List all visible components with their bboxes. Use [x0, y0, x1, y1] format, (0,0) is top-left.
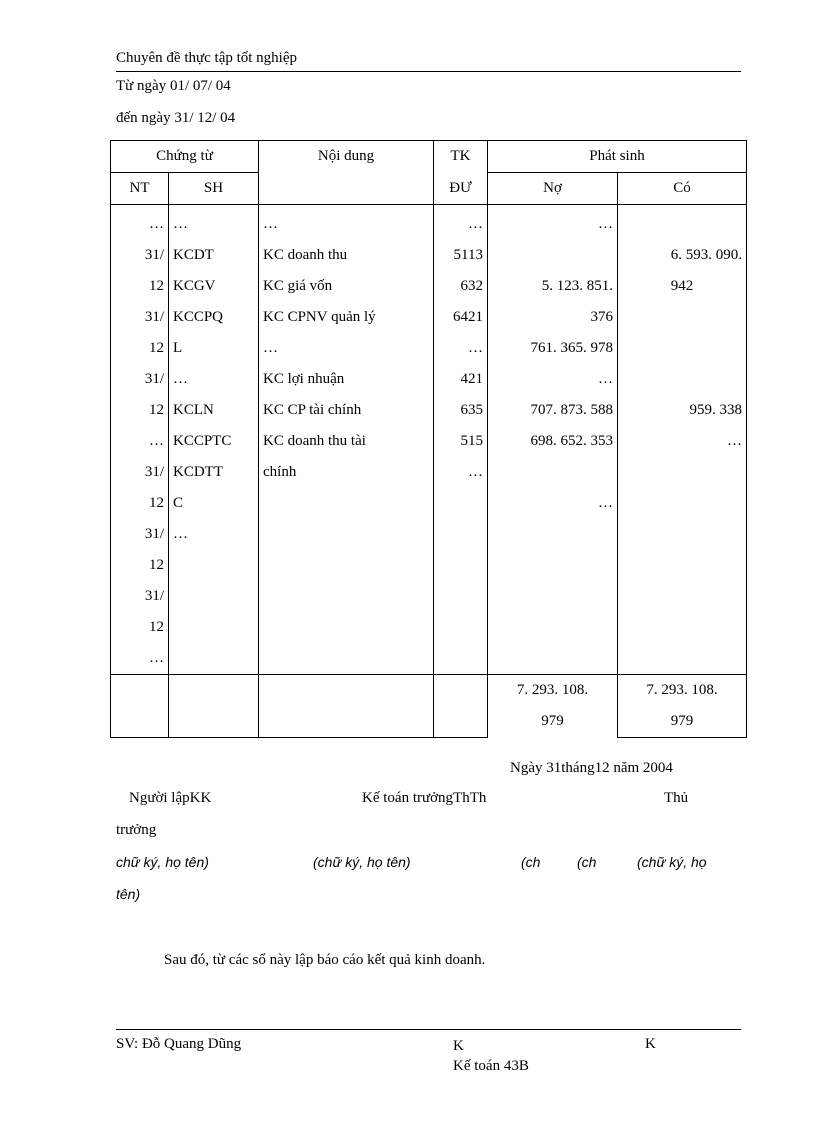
date-to: đến ngày 31/ 12/ 04	[116, 110, 236, 126]
cell-acct	[434, 550, 488, 581]
table-row	[111, 612, 747, 643]
cell-debit	[488, 612, 618, 643]
body-note: Sau đó, từ các sổ này lập báo cáo kết quả kinh doanh.	[164, 952, 486, 968]
cell-nt: 31/	[111, 302, 169, 333]
cell-content: KC CPNV quản lý	[259, 302, 434, 333]
cell-debit	[488, 240, 618, 271]
cell-sh: …	[169, 205, 259, 241]
cell-credit	[618, 364, 747, 395]
cell-debit	[488, 643, 618, 675]
cell-debit: 376	[488, 302, 618, 333]
cell-nt: 31/	[111, 581, 169, 612]
table-row	[111, 302, 747, 333]
cell-sh	[169, 550, 259, 581]
cell-sh: KCDT	[169, 240, 259, 271]
cell-debit: 707. 873. 588	[488, 395, 618, 426]
cell-acct: …	[434, 205, 488, 241]
cell-sh: KCCPTC	[169, 426, 259, 457]
cell-content: KC giá vốn	[259, 271, 434, 302]
cell-credit: …	[618, 426, 747, 457]
table-row	[111, 364, 747, 395]
signature-hint-3b: (ch	[577, 854, 597, 870]
cell-nt: 12	[111, 395, 169, 426]
cell-sh	[169, 581, 259, 612]
cell-acct: 515	[434, 426, 488, 457]
cell-debit: 698. 652. 353	[488, 426, 618, 457]
cell-nt: 12	[111, 550, 169, 581]
total-credit-line1: 7. 293. 108.	[618, 675, 747, 707]
cell-sh	[169, 643, 259, 675]
cell-credit	[618, 581, 747, 612]
table-header-row	[111, 141, 747, 173]
cell-debit	[488, 457, 618, 488]
total-row	[111, 675, 747, 707]
total-row-cont	[111, 706, 747, 738]
cell-sh: L	[169, 333, 259, 364]
cell-content	[259, 550, 434, 581]
cell-credit	[618, 488, 747, 519]
footer-middle	[453, 1036, 529, 1076]
header-account-bottom: ĐƯ	[434, 173, 488, 205]
cell-debit	[488, 581, 618, 612]
cell-debit: …	[488, 364, 618, 395]
cell-acct: 5113	[434, 240, 488, 271]
signature-hint-3a: (ch	[521, 854, 541, 870]
cell-content: KC lợi nhuận	[259, 364, 434, 395]
table-row	[111, 333, 747, 364]
cell-credit: 6. 593. 090.	[618, 240, 747, 271]
cell-nt: …	[111, 205, 169, 241]
table-subheader-row	[111, 173, 747, 205]
cell-nt: 12	[111, 612, 169, 643]
total-blank	[259, 675, 434, 707]
header-account-top: TK	[434, 141, 488, 173]
footer-divider	[116, 1029, 741, 1030]
total-blank	[434, 706, 488, 738]
cell-content: KC doanh thu tài	[259, 426, 434, 457]
cell-debit: …	[488, 488, 618, 519]
cell-content	[259, 488, 434, 519]
cell-acct: 632	[434, 271, 488, 302]
cell-acct: 635	[434, 395, 488, 426]
total-blank	[111, 675, 169, 707]
table-row	[111, 426, 747, 457]
cell-debit: 5. 123. 851.	[488, 271, 618, 302]
cell-nt: 31/	[111, 457, 169, 488]
cell-credit: 959. 338	[618, 395, 747, 426]
header-voucher-group: Chứng từ	[111, 141, 259, 173]
signature-hint-2: (chữ ký, họ tên)	[313, 854, 411, 870]
cell-credit	[618, 457, 747, 488]
head-label: Thủ	[664, 790, 689, 806]
cell-content	[259, 612, 434, 643]
cell-credit	[618, 643, 747, 675]
cell-credit	[618, 519, 747, 550]
cell-debit	[488, 550, 618, 581]
cell-nt: 12	[111, 333, 169, 364]
cell-content: KC doanh thu	[259, 240, 434, 271]
table-row	[111, 205, 747, 241]
cell-acct	[434, 612, 488, 643]
cell-acct	[434, 643, 488, 675]
total-credit-line2: 979	[618, 706, 747, 738]
header-content: Nội dung	[259, 141, 434, 173]
cell-sh: C	[169, 488, 259, 519]
cell-nt: …	[111, 426, 169, 457]
cell-content: …	[259, 205, 434, 241]
cell-credit	[618, 302, 747, 333]
table-row	[111, 550, 747, 581]
cell-sh: …	[169, 519, 259, 550]
table-row	[111, 643, 747, 675]
cell-acct	[434, 488, 488, 519]
date-from: Từ ngày 01/ 07/ 04	[116, 78, 231, 94]
cell-sh: …	[169, 364, 259, 395]
cell-debit: 761. 365. 978	[488, 333, 618, 364]
signature-hint-4-cont: tên)	[116, 886, 141, 902]
table-row	[111, 519, 747, 550]
cell-content: chính	[259, 457, 434, 488]
ledger-table	[110, 140, 747, 738]
cell-acct: …	[434, 457, 488, 488]
footer-middle-top: K	[453, 1038, 464, 1054]
cell-content	[259, 519, 434, 550]
cell-acct	[434, 581, 488, 612]
total-debit-line2: 979	[488, 706, 618, 738]
table-row	[111, 271, 747, 302]
total-debit-line1: 7. 293. 108.	[488, 675, 618, 707]
header-nt: NT	[111, 173, 169, 205]
cell-sh: KCGV	[169, 271, 259, 302]
footer-student: SV: Đỗ Quang Dũng	[116, 1036, 242, 1052]
header-divider	[116, 71, 741, 72]
cell-sh: KCCPQ	[169, 302, 259, 333]
ledger-body	[111, 205, 747, 675]
chief-accountant-label: Kế toán trưởngThTh	[362, 790, 487, 806]
cell-debit	[488, 519, 618, 550]
cell-sh	[169, 612, 259, 643]
cell-credit	[618, 333, 747, 364]
cell-credit	[618, 612, 747, 643]
cell-content	[259, 581, 434, 612]
total-blank	[169, 675, 259, 707]
cell-acct: 421	[434, 364, 488, 395]
table-row	[111, 581, 747, 612]
total-blank	[111, 706, 169, 738]
header-sh: SH	[169, 173, 259, 205]
cell-acct: 6421	[434, 302, 488, 333]
cell-debit: …	[488, 205, 618, 241]
cell-acct: …	[434, 333, 488, 364]
table-row	[111, 457, 747, 488]
total-blank	[434, 675, 488, 707]
cell-nt: 12	[111, 271, 169, 302]
header-debit: Nợ	[488, 173, 618, 205]
preparer-label: Người lậpKK	[129, 790, 212, 806]
total-blank	[259, 706, 434, 738]
table-row	[111, 488, 747, 519]
signature-hint-4: (chữ ký, họ	[637, 854, 707, 870]
footer-middle-bottom: Kế toán 43B	[453, 1058, 529, 1074]
footer-right: K	[645, 1036, 656, 1052]
signature-hint-1: chữ ký, họ tên)	[116, 854, 209, 870]
total-blank	[169, 706, 259, 738]
signature-date: Ngày 31tháng12 năm 2004	[510, 760, 673, 776]
header-credit: Có	[618, 173, 747, 205]
cell-content: KC CP tài chính	[259, 395, 434, 426]
header-amount-group: Phát sinh	[488, 141, 747, 173]
page-header-title: Chuyên đề thực tập tốt nghiệp	[116, 50, 298, 66]
table-row	[111, 240, 747, 271]
cell-content	[259, 643, 434, 675]
cell-nt: …	[111, 643, 169, 675]
cell-nt: 31/	[111, 519, 169, 550]
preparer-label-cont: trưởng	[116, 822, 157, 838]
cell-credit	[618, 205, 747, 241]
cell-sh: KCDTT	[169, 457, 259, 488]
cell-nt: 31/	[111, 240, 169, 271]
cell-sh: KCLN	[169, 395, 259, 426]
cell-acct	[434, 519, 488, 550]
cell-credit	[618, 550, 747, 581]
header-content-blank	[259, 173, 434, 205]
table-row	[111, 395, 747, 426]
cell-nt: 31/	[111, 364, 169, 395]
cell-credit: 942	[618, 271, 747, 302]
cell-nt: 12	[111, 488, 169, 519]
cell-content: …	[259, 333, 434, 364]
